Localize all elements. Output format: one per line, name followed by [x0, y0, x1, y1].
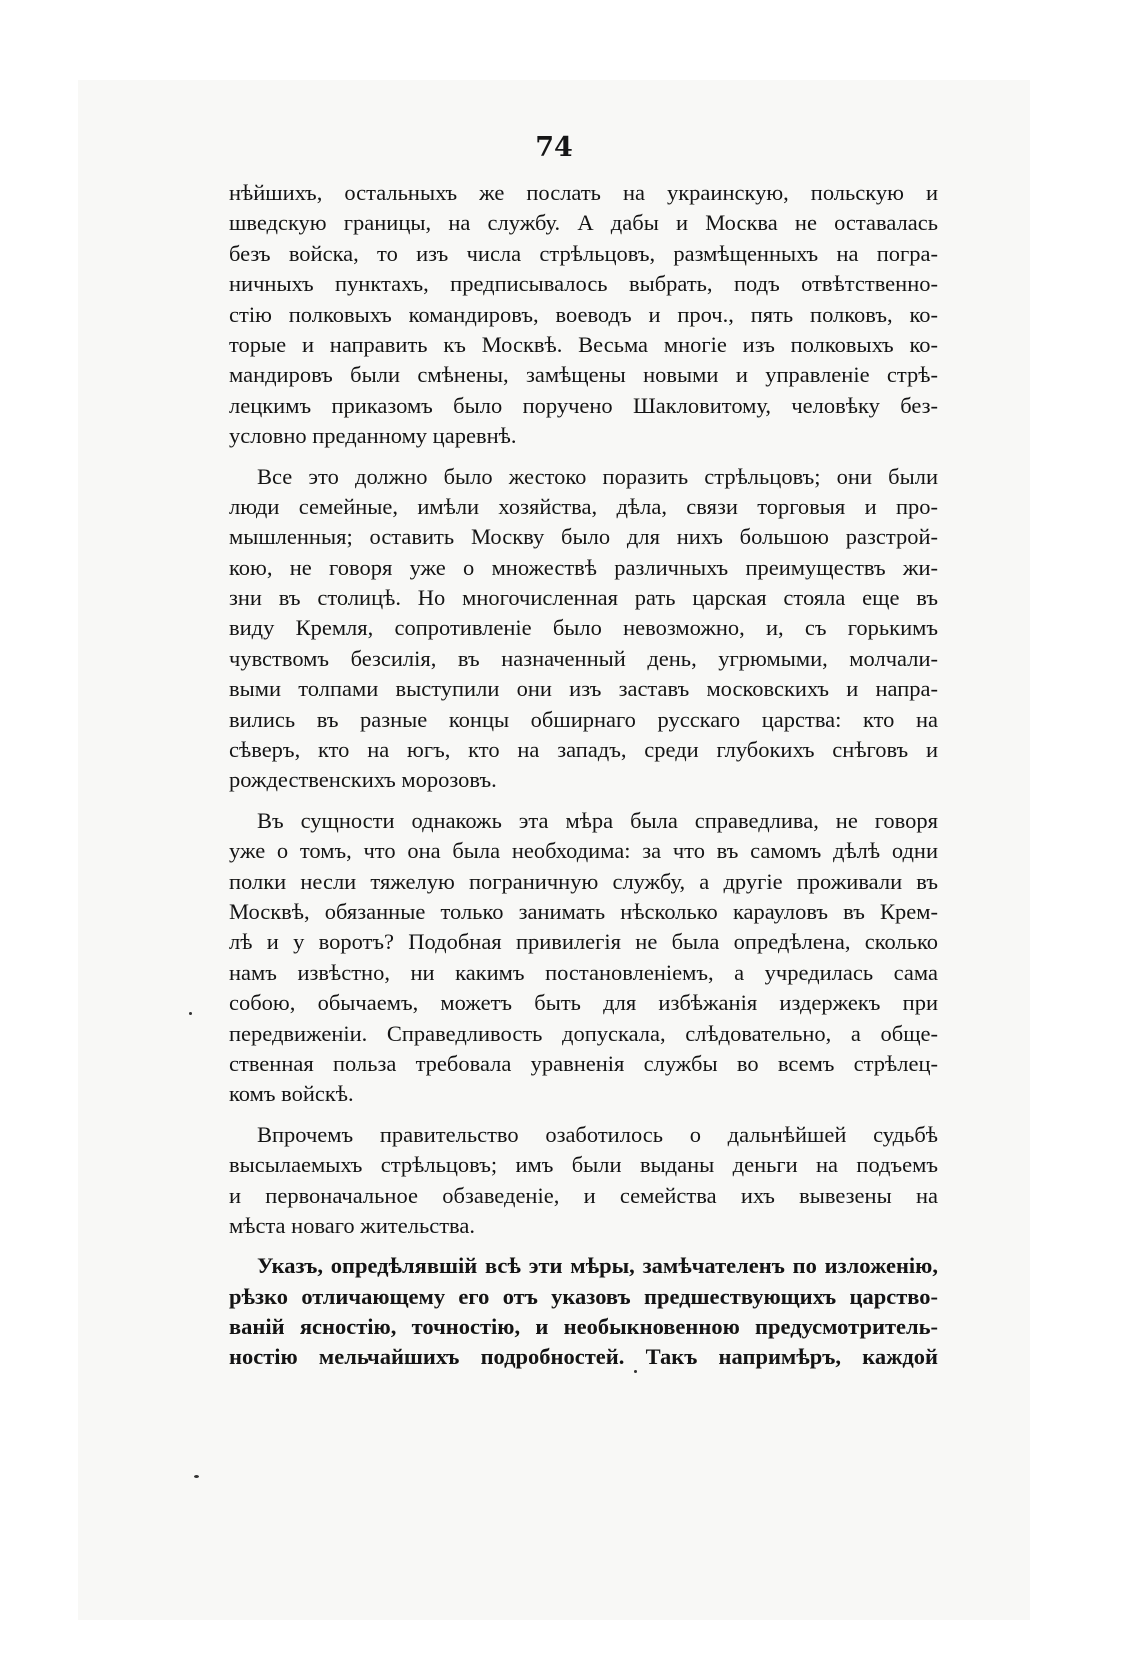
paragraph [229, 806, 938, 1110]
text-line: безъ войска, то изъ числа стрѣльцовъ, размѣщенныхъ на погра- [229, 240, 938, 266]
text-line: рѣзко отличающему его отъ указовъ предшествующихъ царство- [229, 1283, 938, 1309]
text-line: и первоначальное обзаведеніе, и семейства ихъ вывезены на [229, 1182, 938, 1208]
text-line: собою, обычаемъ, можетъ быть для избѣжанія издержекъ при [229, 990, 938, 1016]
text-line: Москвѣ, обязанные только занимать нѣсколько карауловъ въ Крем- [229, 898, 938, 924]
text-line: люди семейные, имѣли хозяйства, дѣла, связи торговыя и про- [229, 493, 938, 519]
text-line: лѣ и у воротъ? Подобная привилегія не была опредѣлена, сколько [229, 929, 938, 955]
text-line: лецкимъ приказомъ было поручено Шакловитому, человѣку без- [229, 392, 938, 418]
text-line: высылаемыхъ стрѣльцовъ; имъ были выданы деньги на подъемъ [229, 1152, 938, 1178]
text-line: мышленныя; оставить Москву было для нихъ большою разстрой- [229, 524, 938, 550]
text-line: зни въ столицѣ. Но многочисленная рать царская стояла еще въ [229, 585, 938, 611]
text-line: нѣйшихъ, остальныхъ же послать на украинскую, польскую и [229, 180, 938, 205]
paragraph [229, 1251, 938, 1373]
text-line: Все это должно было жестоко поразить стрѣльцовъ; они были [257, 463, 938, 489]
paragraph-gap [229, 452, 938, 462]
scan-speck [634, 1370, 637, 1373]
text-line: ничныхъ пунктахъ, предписывалось выбрать, подъ отвѣтственно- [229, 271, 938, 297]
text-line: сѣверъ, кто на югъ, кто на западъ, среди глубокихъ снѣговъ и [229, 737, 938, 763]
paragraph-gap [229, 1241, 938, 1251]
text-line: стію полковыхъ командировъ, воеводъ и проч., пять полковъ, ко- [229, 301, 938, 327]
paragraph-gap [229, 1110, 938, 1120]
scan-speck [189, 1012, 192, 1015]
text-line: торые и направить къ Москвѣ. Весьма многіе изъ полковыхъ ко- [229, 331, 938, 357]
text-line: Впрочемъ правительство озаботилось о дальнѣйшей судьбѣ [257, 1121, 938, 1147]
text-line: выми толпами выступили они изъ заставъ московскихъ и напра- [229, 676, 938, 702]
paragraph [229, 1120, 938, 1242]
text-line: Въ сущности однакожь эта мѣра была справедлива, не говоря [257, 807, 938, 833]
text-line: мандировъ были смѣнены, замѣщены новыми и управленіе стрѣ- [229, 362, 938, 388]
paragraph-gap [229, 796, 938, 806]
text-line: условно преданному царевнѣ. [229, 423, 517, 449]
text-line: мѣста новаго жительства. [229, 1212, 475, 1238]
text-line: виду Кремля, сопротивленіе было невозможно, и, съ горькимъ [229, 615, 938, 641]
text-line: шведскую границы, на службу. А дабы и Москва не оставалась [229, 210, 938, 236]
text-line: ностію мельчайшихъ подробностей. Такъ напримѣръ, каждой [229, 1344, 938, 1370]
text-line: передвиженіи. Справедливость допускала, слѣдовательно, а обще- [229, 1020, 938, 1046]
text-line: Указъ, опредѣлявшій всѣ эти мѣры, замѣчателенъ по изложенію, [257, 1253, 938, 1279]
text-line: полки несли тяжелую пограничную службу, а другіе проживали въ [229, 868, 938, 894]
text-line: комъ войскѣ. [229, 1081, 354, 1107]
text-line: рождественскихъ морозовъ. [229, 767, 497, 793]
paragraph [229, 462, 938, 796]
text-line: чувствомъ безсилія, въ назначенный день, угрюмыми, молчали- [229, 645, 938, 671]
book-page [78, 80, 1030, 1620]
page-number: 74 [535, 132, 573, 163]
text-line: кою, не говоря уже о множествѣ различныхъ преимуществъ жи- [229, 554, 938, 580]
scan-speck [194, 1475, 199, 1478]
text-line: вились въ разные концы обширнаго русскаго царства: кто на [229, 706, 938, 732]
text-line: ваній ясностію, точностію, и необыкновенною предусмотритель- [229, 1314, 938, 1340]
paragraph [229, 178, 938, 452]
text-line: намъ извѣстно, ни какимъ постановленіемъ, а учредилась сама [229, 959, 938, 985]
body-text [229, 178, 938, 1373]
text-line: уже о томъ, что она была необходима: за что въ самомъ дѣлѣ одни [229, 838, 938, 864]
text-line: ственная польза требовала уравненія службы во всемъ стрѣлец- [229, 1050, 938, 1076]
